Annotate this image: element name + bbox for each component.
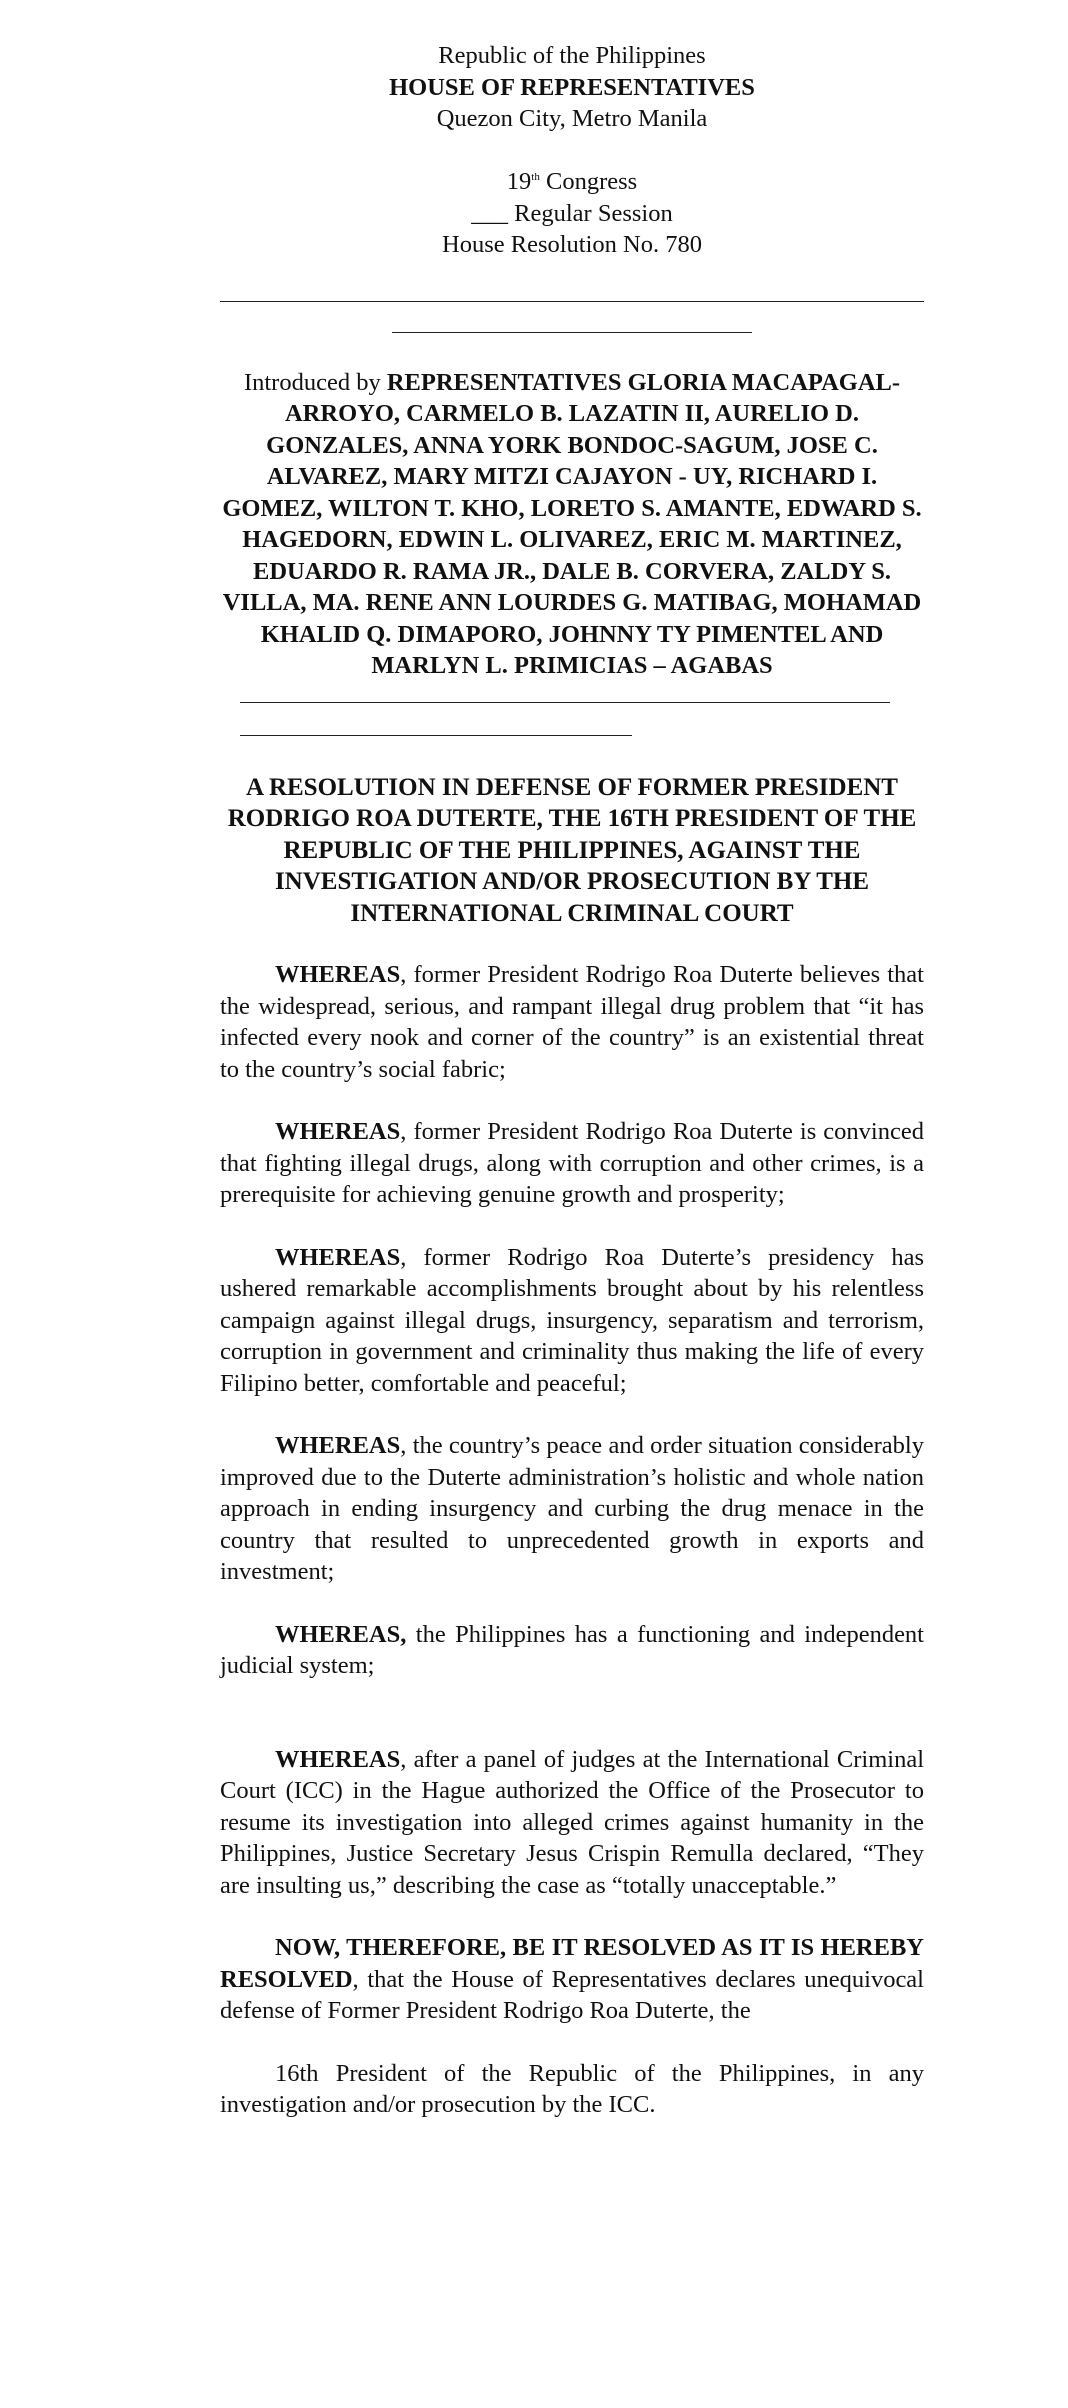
whereas-lead: WHEREAS	[275, 961, 401, 988]
house-name: HOUSE OF REPRESENTATIVES	[389, 73, 755, 101]
authors-divider	[240, 702, 890, 703]
authors-block	[220, 367, 924, 682]
whereas-text: the Philippines has a functioning and independent judicial system;	[220, 1620, 924, 1679]
whereas-clause	[220, 959, 924, 1085]
congress-ordinal: th	[531, 170, 540, 183]
whereas-text: , after a panel of judges at the International Criminal Court (ICC) in the Hague authorized the Office of the Prosecutor to resume its investigation into alleged crimes against humanity in the Philippines, Justice Secretary Jesus Crispin Remulla declared, “They are insulting us,” describing the case as “totally unacceptable.”	[220, 1745, 924, 1899]
authors-intro: Introduced by	[243, 368, 387, 396]
header-divider-short	[392, 332, 752, 333]
whereas-clause	[220, 1116, 924, 1211]
whereas-text: , former President Rodrigo Roa Duterte believes that the widespread, serious, and rampant illegal drug problem that “it has infected every nook and corner of the country” is an existential threat to the country’s social fabric;	[220, 961, 924, 1083]
whereas-clause	[220, 1744, 924, 1902]
final-clause: 16th President of the Republic of the Philippines, in any investigation and/or prosecution by the ICC.	[220, 2059, 924, 2118]
whereas-lead: WHEREAS	[275, 1432, 401, 1459]
resolved-clause	[220, 1932, 924, 2027]
whereas-text: , former President Rodrigo Roa Duterte is convinced that fighting illegal drugs, along with corruption and other crimes, is a prerequisite for achieving genuine growth and prosperity;	[220, 1118, 924, 1208]
resolved-lead: NOW, THEREFORE, BE IT RESOLVED AS IT IS HEREBY RESOLVED	[220, 1934, 924, 1993]
authors-divider-short	[240, 735, 632, 736]
congress-line	[220, 166, 924, 198]
resolution-document	[220, 40, 924, 2121]
location-line: Quezon City, Metro Manila	[436, 105, 708, 132]
whereas-clause	[220, 1242, 924, 1400]
whereas-text: , the country’s peace and order situation considerably improved due to the Duterte administration’s holistic and whole nation approach in ending insurgency and curbing the drug menace in the country that resulted to unprecedented growth in exports and investment;	[220, 1432, 924, 1585]
whereas-lead: WHEREAS	[275, 1243, 401, 1271]
resolved-text: , that the House of Representatives declares unequivocal defense of Former President Rodrigo Roa Duterte, the	[220, 1965, 924, 2024]
whereas-clause	[220, 1430, 924, 1588]
whereas-clause	[220, 1619, 924, 1682]
whereas-lead: WHEREAS,	[275, 1620, 407, 1648]
session-line: ___ Regular Session	[471, 199, 673, 227]
authors-names: REPRESENTATIVES GLORIA MACAPAGAL-ARROYO, CARMELO B. LAZATIN II, AURELIO D. GONZALES, ANNA YORK BONDOC-SAGUM, JOSE C. ALVAREZ, MARY MITZI CAJAYON - UY, RICHARD I. GOMEZ, WILTON T. KHO, LORETO S. AMANTE, EDWARD S. HAGEDORN, EDWIN L. OLIVAREZ, ERIC M. MARTINEZ, EDUARDO R. RAMA JR., DALE B. CORVERA, ZALDY S. VILLA, MA. RENE ANN LOURDES G. MATIBAG, MOHAMAD KHALID Q. DIMAPORO, JOHNNY TY PIMENTEL AND MARLYN L. PRIMICIAS – AGABAS	[222, 368, 922, 679]
header-spacer	[220, 135, 924, 167]
resolution-title: A RESOLUTION IN DEFENSE OF FORMER PRESIDENT RODRIGO ROA DUTERTE, THE 16TH PRESIDENT OF THE REPUBLIC OF THE PHILIPPINES, AGAINST THE INVESTIGATION AND/OR PROSECUTION BY THE INTERNATIONAL CRIMINAL COURT	[227, 773, 917, 927]
whereas-lead: WHEREAS	[275, 1118, 401, 1145]
document-header	[220, 40, 924, 261]
congress-word: Congress	[539, 168, 638, 195]
republic-line: Republic of the Philippines	[438, 42, 706, 69]
whereas-text: , former Rodrigo Roa Duterte’s presidency has ushered remarkable accomplishments brought about by his relentless campaign against illegal drugs, insurgency, separatism and terrorism, corruption in government and criminality thus making the life of every Filipino better, comfortable and peaceful;	[220, 1243, 924, 1397]
resolution-number: House Resolution No. 780	[442, 231, 702, 258]
whereas-lead: WHEREAS	[275, 1745, 401, 1773]
header-divider	[220, 301, 924, 302]
congress-number: 19	[506, 168, 532, 195]
